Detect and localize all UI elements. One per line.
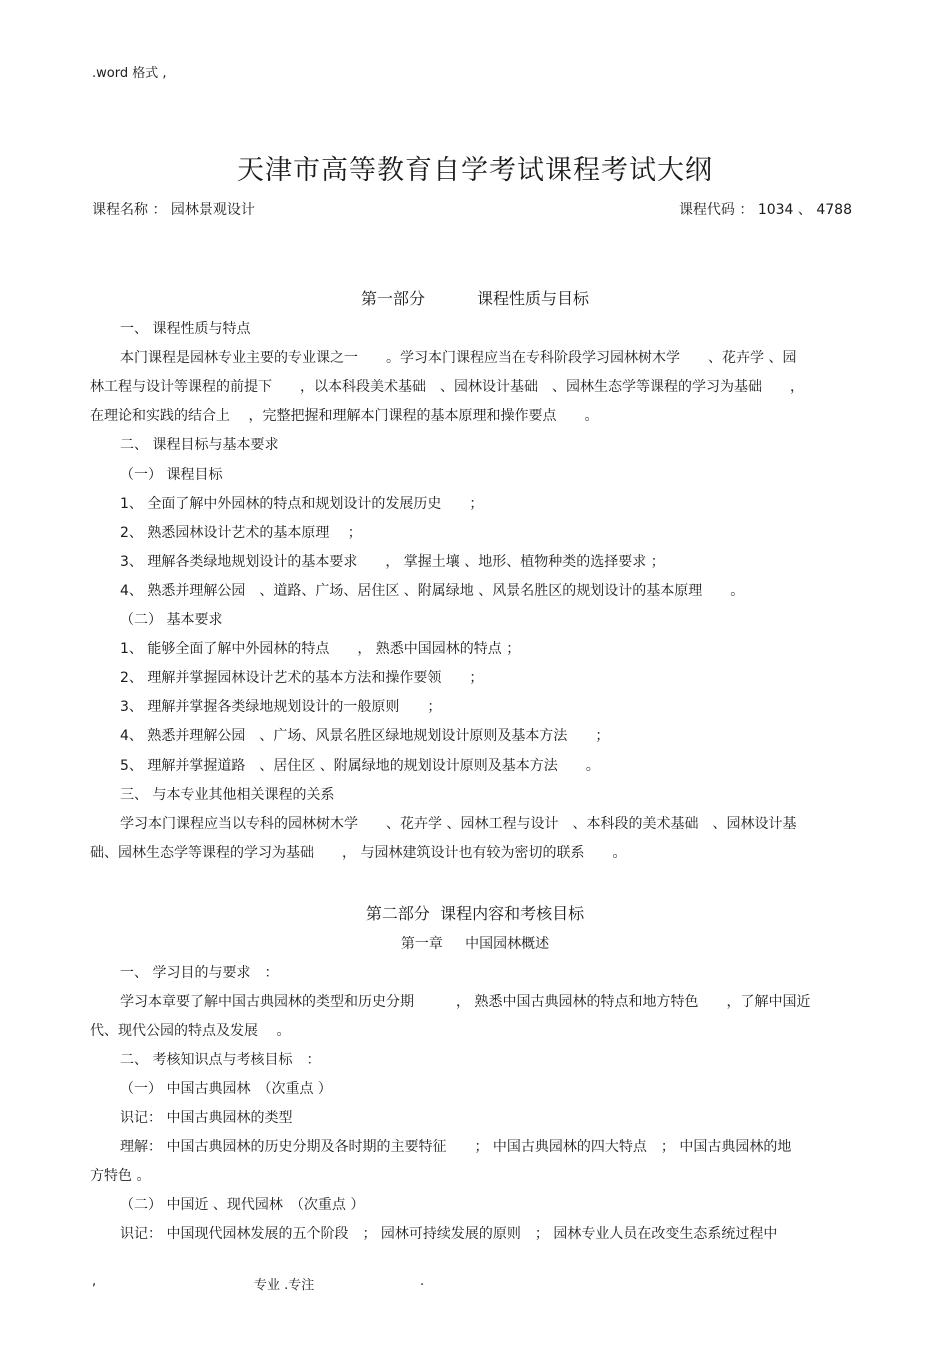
list-item: 3、 理解并掌握各类绿地规划设计的一般原则 ； [120,699,442,715]
part1-label: 第一部分 [360,289,425,308]
part1-title: 课程性质与目标 [477,289,590,308]
list-item: 2、 理解并掌握园林设计艺术的基本方法和操作要领 ； [120,670,484,686]
course-code: 课程代码 ： 1034 、 4788 [678,202,852,218]
document-title: 天津市高等教育自学考试课程考试大纲 [237,155,713,186]
section-heading: 一、 学习目的与要求 ： [120,965,279,981]
course-name: 课程名称 ： 园林景观设计 [92,202,255,218]
subsection-heading: （一） 中国古典园林 （次重点 ） [120,1081,332,1097]
footer-left-mark: , [92,1274,97,1289]
list-item: 1、 全面了解中外园林的特点和规划设计的发展历史 ； [120,496,484,512]
section-heading: 二、 课程目标与基本要求 [120,437,279,453]
part2-title: 课程内容和考核目标 [440,904,585,923]
part2-label: 第二部分 [365,904,430,923]
list-item: 4、 熟悉并理解公园 、广场、风景名胜区绿地规划设计原则及基本方法 ； [120,728,610,744]
section-heading: 三、 与本专业其他相关课程的关系 [120,787,335,803]
paragraph-line: 代、现代公园的特点及发展 。 [90,1023,291,1039]
subsection-heading: （二） 基本要求 [120,612,223,628]
list-item: 3、 理解各类绿地规划设计的基本要求 ， 掌握土壤 、地形、植物种类的选择要求 ； [120,554,665,570]
paragraph-line: 础、园林生态学等课程的学习为基础 ， 与园林建筑设计也有较为密切的联系 。 [90,845,627,861]
chapter-title: 中国园林概述 [465,936,550,952]
section-heading: 二、 考核知识点与考核目标 ： [120,1052,321,1068]
list-item: 1、 能够全面了解中外园林的特点 ， 熟悉中国园林的特点 ； [120,641,521,657]
subsection-heading: （一） 课程目标 [120,467,223,483]
section-heading: 一、 课程性质与特点 [120,321,251,337]
subsection-heading: （二） 中国近 、现代园林 （次重点 ） [120,1197,365,1213]
part2-heading [0,901,950,924]
paragraph-line: 林工程与设计等课程的前提下 ，以本科段美术基础 、园林设计基础 、园林生态学等课程的学习为基础 ， [90,379,804,395]
paragraph-line: 学习本章要了解中国古典园林的类型和历史分期 ， 熟悉中国古典园林的特点和地方特色 ，了解中国近 [120,994,811,1010]
paragraph-line: 理解： 中国古典园林的历史分期及各时期的主要特征 ； 中国古典园林的四大特点 ； 中国古典园林的地 [120,1139,792,1155]
paragraph-line: 方特色 。 [90,1168,151,1184]
paragraph-line: 学习本门课程应当以专科的园林树木学 、花卉学 、园林工程与设计 、本科段的美术基础 、园林设计基 [120,816,797,832]
footer-right-mark: . [420,1274,425,1289]
list-item: 2、 熟悉园林设计艺术的基本原理 ； [120,525,362,541]
paragraph-line: 在理论和实践的结合上 ，完整把握和理解本门课程的基本原理和操作要点 。 [90,408,599,424]
list-item: 5、 理解并掌握道路 、居住区 、附属绿地的规划设计原则及基本方法 。 [120,758,600,774]
part1-heading [0,286,950,309]
paragraph-line: 识记： 中国古典园林的类型 [120,1110,293,1126]
chapter-label: 第一章 [400,936,443,952]
footer-center-text: 专业 .专注 [254,1278,315,1293]
list-item: 4、 熟悉并理解公园 、道路、广场、居住区 、附属绿地 、风景名胜区的规划设计的基本原理 。 [120,583,745,599]
paragraph-line: 识记： 中国现代园林发展的五个阶段 ； 园林可持续发展的原则 ； 园林专业人员在改变生态系统过程中 [120,1226,778,1242]
paragraph-line: 本门课程是园林专业主要的专业课之一 。学习本门课程应当在专科阶段学习园林树木学 、花卉学 、园 [120,350,797,366]
header-note: .word 格式 , [92,66,167,81]
chapter-heading [0,933,950,953]
